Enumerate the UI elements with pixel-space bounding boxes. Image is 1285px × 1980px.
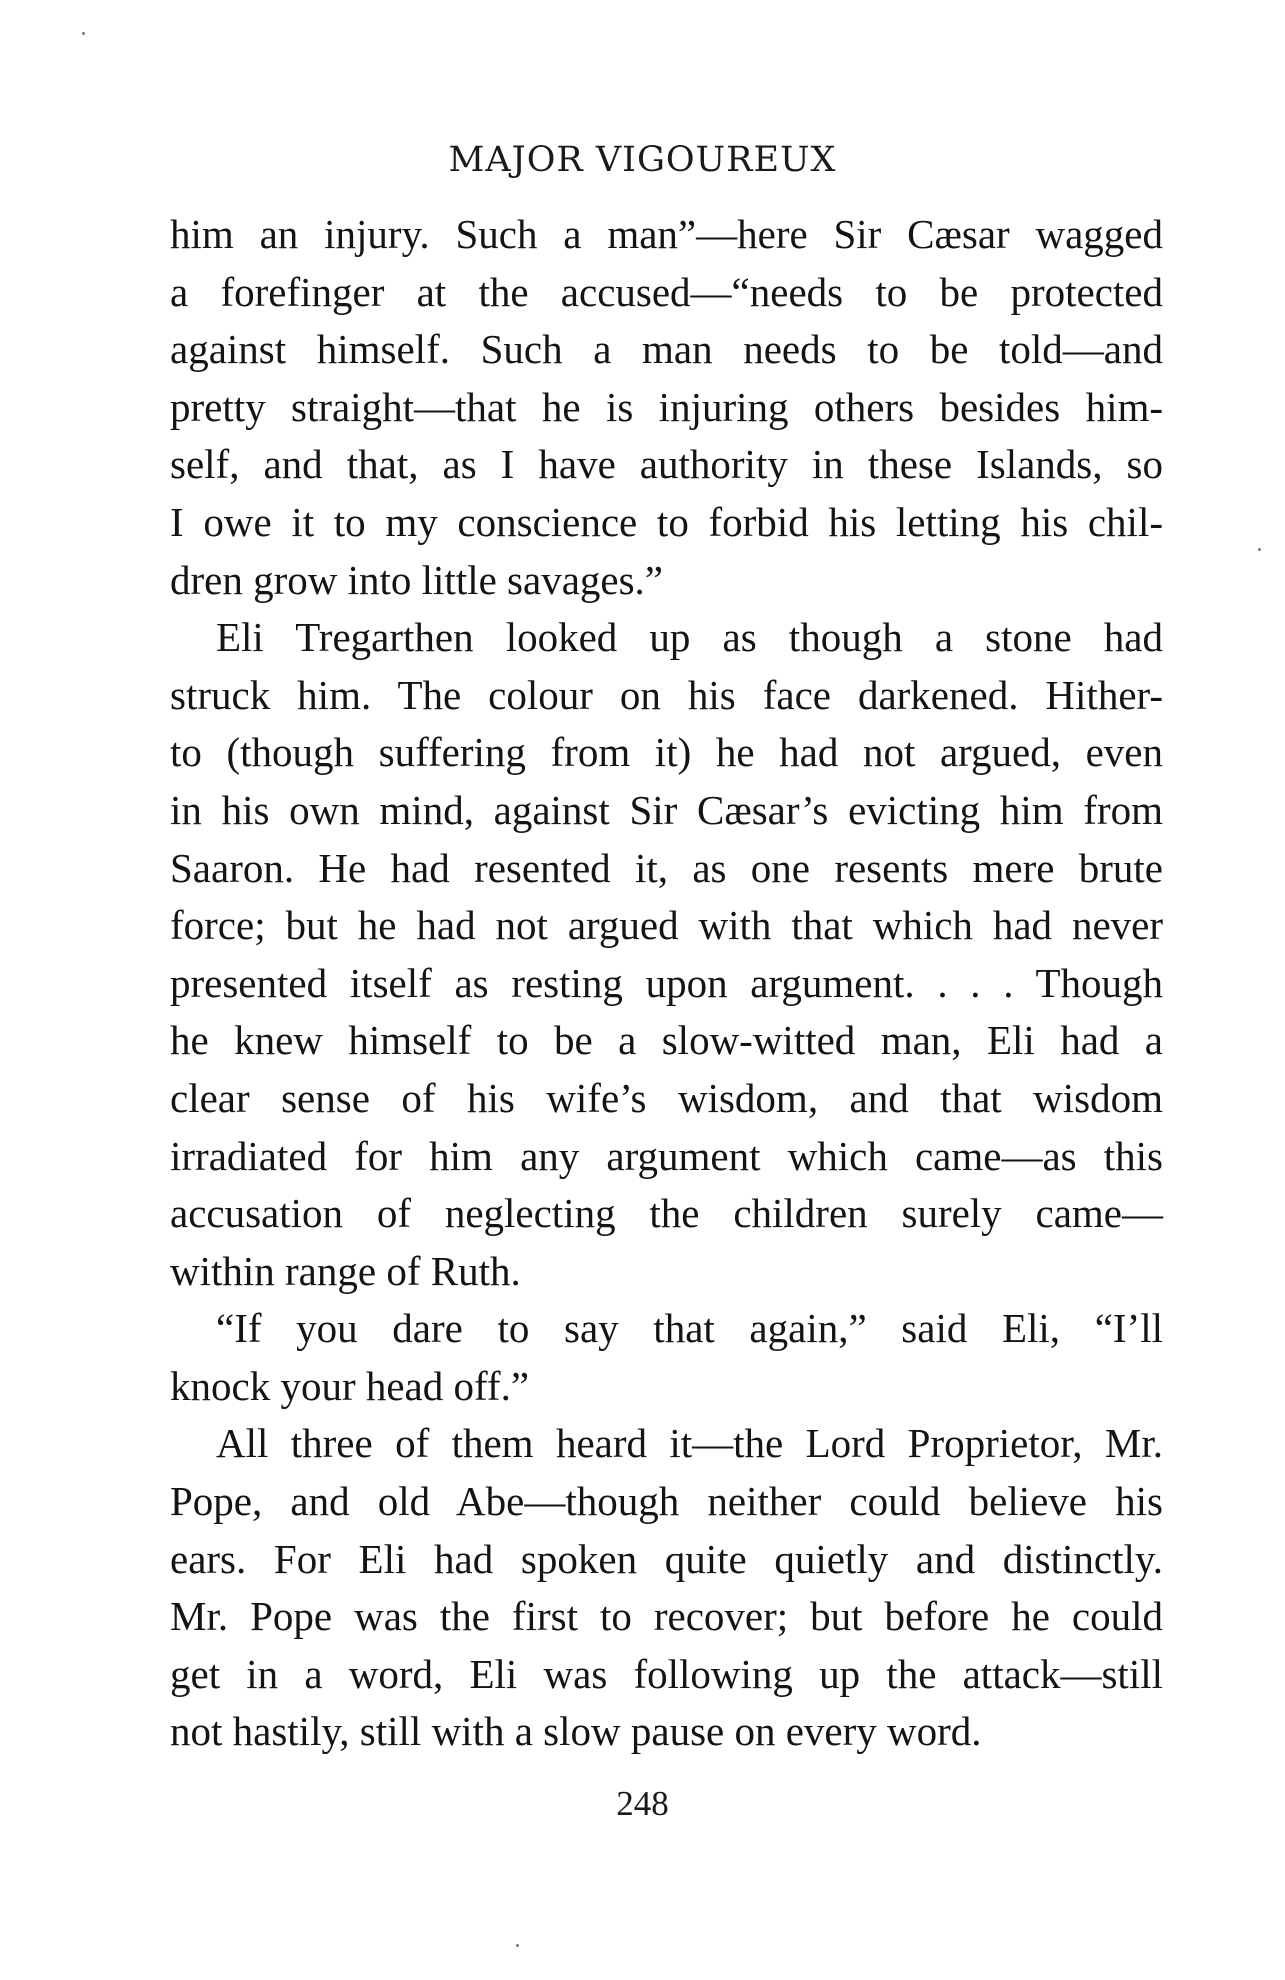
scan-speck xyxy=(1258,548,1261,551)
text-line: him an injury. Such a man”—here Sir Cæsar wagged xyxy=(170,211,1163,257)
running-title: MAJOR VIGOUREUX xyxy=(448,140,837,180)
text-line: dren grow into little savages.” xyxy=(170,556,664,603)
text-line: force; but he had not argued with that which had never xyxy=(170,902,1163,949)
text-line: Pope, and old Abe—though neither could believe his xyxy=(170,1478,1163,1525)
text-line: ears. For Eli had spoken quite quietly and distinctly. xyxy=(170,1535,1163,1582)
text-line: “If you dare to say that again,” said Eli, “I’ll xyxy=(216,1305,1163,1352)
text-line: presented itself as resting upon argument. . . . Though xyxy=(170,959,1163,1006)
text-line: Saaron. He had resented it, as one resents mere brute xyxy=(170,844,1163,891)
text-line: knock your head off.” xyxy=(170,1362,530,1409)
text-line: self, and that, as I have authority in these Islands, so xyxy=(170,441,1163,488)
text-line: to (though suffering from it) he had not argued, even xyxy=(170,729,1163,776)
scan-speck xyxy=(82,32,85,35)
text-line: within range of Ruth. xyxy=(170,1247,521,1294)
text-line: accusation of neglecting the children surely came— xyxy=(170,1190,1163,1237)
text-line: get in a word, Eli was following up the attack—still xyxy=(170,1650,1163,1697)
text-line: pretty straight—that he is injuring others besides him- xyxy=(170,383,1163,430)
text-line: I owe it to my conscience to forbid his letting his chil- xyxy=(170,498,1163,545)
text-line: he knew himself to be a slow-witted man, Eli had a xyxy=(170,1017,1163,1064)
text-line: All three of them heard it—the Lord Proprietor, Mr. xyxy=(216,1420,1163,1467)
text-line: clear sense of his wife’s wisdom, and that wisdom xyxy=(170,1074,1163,1121)
page-body-text xyxy=(170,206,1163,1761)
scan-speck xyxy=(516,1944,519,1947)
text-line: against himself. Such a man needs to be told—and xyxy=(170,326,1163,373)
text-line: Mr. Pope was the first to recover; but before he could xyxy=(170,1593,1163,1640)
text-line: irradiated for him any argument which came—as this xyxy=(170,1132,1163,1179)
text-line: not hastily, still with a slow pause on every word. xyxy=(170,1708,982,1755)
text-line: struck him. The colour on his face darkened. Hither- xyxy=(170,671,1163,718)
page-number: 248 xyxy=(616,1784,669,1823)
text-line: in his own mind, against Sir Cæsar’s evicting him from xyxy=(170,786,1163,833)
text-line: a forefinger at the accused—“needs to be protected xyxy=(170,268,1163,315)
text-line: Eli Tregarthen looked up as though a stone had xyxy=(216,614,1163,661)
